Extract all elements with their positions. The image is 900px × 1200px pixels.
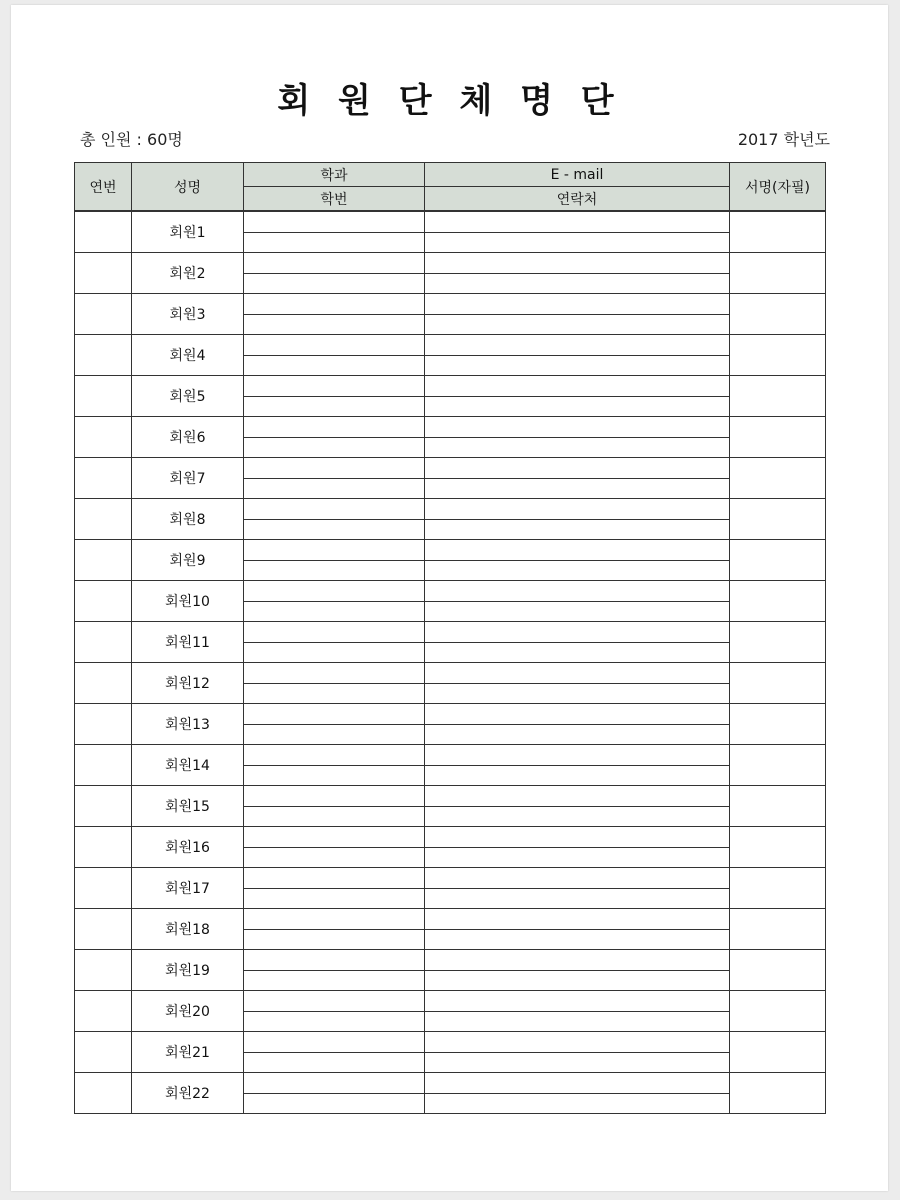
email-cell[interactable] xyxy=(425,950,730,971)
member-name-cell: 회원3 xyxy=(132,294,244,335)
number-cell[interactable] xyxy=(75,622,132,663)
contact-cell[interactable] xyxy=(425,847,730,868)
contact-cell[interactable] xyxy=(425,806,730,827)
number-cell[interactable] xyxy=(75,458,132,499)
student-id-cell[interactable] xyxy=(244,806,425,827)
table-row xyxy=(75,499,826,520)
email-cell[interactable] xyxy=(425,909,730,930)
table-row xyxy=(75,991,826,1012)
email-cell[interactable] xyxy=(425,827,730,848)
number-cell[interactable] xyxy=(75,417,132,458)
header-signature: 서명(자필) xyxy=(730,163,826,212)
contact-cell[interactable] xyxy=(425,314,730,335)
number-cell[interactable] xyxy=(75,294,132,335)
number-cell[interactable] xyxy=(75,376,132,417)
contact-cell[interactable] xyxy=(425,519,730,540)
student-id-cell[interactable] xyxy=(244,1093,425,1114)
member-roster-table xyxy=(74,162,826,1114)
school-year-label: 2017 학년도 xyxy=(737,130,830,149)
member-name-cell: 회원11 xyxy=(132,622,244,663)
number-cell[interactable] xyxy=(75,991,132,1032)
email-cell[interactable] xyxy=(425,1073,730,1094)
table-row xyxy=(75,1032,826,1053)
number-cell[interactable] xyxy=(75,704,132,745)
table-row xyxy=(75,376,826,397)
signature-cell[interactable] xyxy=(730,827,826,868)
table-row xyxy=(75,335,826,356)
contact-cell[interactable] xyxy=(425,232,730,253)
student-id-cell[interactable] xyxy=(244,1011,425,1032)
member-name-cell: 회원1 xyxy=(132,211,244,253)
student-id-cell[interactable] xyxy=(244,478,425,499)
table-row xyxy=(75,663,826,684)
email-cell[interactable] xyxy=(425,376,730,397)
student-id-cell[interactable] xyxy=(244,232,425,253)
dept-cell[interactable] xyxy=(244,499,425,520)
member-name-cell: 회원12 xyxy=(132,663,244,704)
signature-cell[interactable] xyxy=(730,211,826,253)
student-id-cell[interactable] xyxy=(244,929,425,950)
member-name-cell: 회원21 xyxy=(132,1032,244,1073)
table-row xyxy=(75,704,826,725)
dept-cell[interactable] xyxy=(244,1073,425,1094)
header-contact: 연락처 xyxy=(425,187,730,212)
email-cell[interactable] xyxy=(425,253,730,274)
table-row xyxy=(75,745,826,766)
email-cell[interactable] xyxy=(425,499,730,520)
signature-cell[interactable] xyxy=(730,909,826,950)
contact-cell[interactable] xyxy=(425,1052,730,1073)
dept-cell[interactable] xyxy=(244,1032,425,1053)
email-cell[interactable] xyxy=(425,704,730,725)
dept-cell[interactable] xyxy=(244,211,425,232)
student-id-cell[interactable] xyxy=(244,437,425,458)
email-cell[interactable] xyxy=(425,540,730,561)
dept-cell[interactable] xyxy=(244,294,425,315)
student-id-cell[interactable] xyxy=(244,888,425,909)
table-row xyxy=(75,211,826,232)
signature-cell[interactable] xyxy=(730,417,826,458)
number-cell[interactable] xyxy=(75,909,132,950)
dept-cell[interactable] xyxy=(244,950,425,971)
signature-cell[interactable] xyxy=(730,458,826,499)
signature-cell[interactable] xyxy=(730,581,826,622)
member-name-cell: 회원8 xyxy=(132,499,244,540)
document-title: 회 원 단 체 명 단 xyxy=(277,81,622,121)
email-cell[interactable] xyxy=(425,663,730,684)
signature-cell[interactable] xyxy=(730,1073,826,1114)
number-cell[interactable] xyxy=(75,253,132,294)
email-cell[interactable] xyxy=(425,417,730,438)
number-cell[interactable] xyxy=(75,540,132,581)
signature-cell[interactable] xyxy=(730,622,826,663)
student-id-cell[interactable] xyxy=(244,273,425,294)
signature-cell[interactable] xyxy=(730,294,826,335)
email-cell[interactable] xyxy=(425,458,730,479)
student-id-cell[interactable] xyxy=(244,314,425,335)
member-name-cell: 회원19 xyxy=(132,950,244,991)
signature-cell[interactable] xyxy=(730,376,826,417)
email-cell[interactable] xyxy=(425,581,730,602)
contact-cell[interactable] xyxy=(425,273,730,294)
student-id-cell[interactable] xyxy=(244,683,425,704)
signature-cell[interactable] xyxy=(730,950,826,991)
student-id-cell[interactable] xyxy=(244,970,425,991)
dept-cell[interactable] xyxy=(244,376,425,397)
email-cell[interactable] xyxy=(425,786,730,807)
member-name-cell: 회원2 xyxy=(132,253,244,294)
email-cell[interactable] xyxy=(425,622,730,643)
table-row xyxy=(75,540,826,561)
contact-cell[interactable] xyxy=(425,1093,730,1114)
total-members-label: 총 인원 : 60명 xyxy=(80,130,183,149)
number-cell[interactable] xyxy=(75,950,132,991)
email-cell[interactable] xyxy=(425,335,730,356)
number-cell[interactable] xyxy=(75,1032,132,1073)
student-id-cell[interactable] xyxy=(244,560,425,581)
signature-cell[interactable] xyxy=(730,663,826,704)
signature-cell[interactable] xyxy=(730,786,826,827)
dept-cell[interactable] xyxy=(244,909,425,930)
dept-cell[interactable] xyxy=(244,253,425,274)
signature-cell[interactable] xyxy=(730,991,826,1032)
signature-cell[interactable] xyxy=(730,745,826,786)
contact-cell[interactable] xyxy=(425,929,730,950)
table-row xyxy=(75,253,826,274)
contact-cell[interactable] xyxy=(425,642,730,663)
email-cell[interactable] xyxy=(425,1032,730,1053)
number-cell[interactable] xyxy=(75,663,132,704)
table-row xyxy=(75,1073,826,1094)
table-row xyxy=(75,458,826,479)
number-cell[interactable] xyxy=(75,745,132,786)
table-row xyxy=(75,581,826,602)
member-name-cell: 회원10 xyxy=(132,581,244,622)
contact-cell[interactable] xyxy=(425,478,730,499)
contact-cell[interactable] xyxy=(425,355,730,376)
contact-cell[interactable] xyxy=(425,437,730,458)
contact-cell[interactable] xyxy=(425,888,730,909)
document-page xyxy=(11,5,888,1191)
contact-cell[interactable] xyxy=(425,683,730,704)
signature-cell[interactable] xyxy=(730,253,826,294)
member-name-cell: 회원7 xyxy=(132,458,244,499)
number-cell[interactable] xyxy=(75,335,132,376)
table-row xyxy=(75,950,826,971)
table-row xyxy=(75,294,826,315)
email-cell[interactable] xyxy=(425,745,730,766)
member-name-cell: 회원15 xyxy=(132,786,244,827)
student-id-cell[interactable] xyxy=(244,519,425,540)
dept-cell[interactable] xyxy=(244,745,425,766)
table-row xyxy=(75,868,826,889)
contact-cell[interactable] xyxy=(425,724,730,745)
header-email: E - mail xyxy=(425,163,730,187)
contact-cell[interactable] xyxy=(425,396,730,417)
header-dept: 학과 xyxy=(244,163,425,187)
student-id-cell[interactable] xyxy=(244,847,425,868)
dept-cell[interactable] xyxy=(244,540,425,561)
dept-cell[interactable] xyxy=(244,827,425,848)
contact-cell[interactable] xyxy=(425,970,730,991)
student-id-cell[interactable] xyxy=(244,1052,425,1073)
dept-cell[interactable] xyxy=(244,786,425,807)
number-cell[interactable] xyxy=(75,1073,132,1114)
table-row xyxy=(75,827,826,848)
number-cell[interactable] xyxy=(75,827,132,868)
email-cell[interactable] xyxy=(425,294,730,315)
email-cell[interactable] xyxy=(425,211,730,232)
contact-cell[interactable] xyxy=(425,765,730,786)
header-student-id: 학번 xyxy=(244,187,425,212)
member-name-cell: 회원6 xyxy=(132,417,244,458)
member-name-cell: 회원9 xyxy=(132,540,244,581)
header-name: 성명 xyxy=(132,163,244,212)
student-id-cell[interactable] xyxy=(244,724,425,745)
student-id-cell[interactable] xyxy=(244,601,425,622)
dept-cell[interactable] xyxy=(244,335,425,356)
contact-cell[interactable] xyxy=(425,560,730,581)
email-cell[interactable] xyxy=(425,868,730,889)
signature-cell[interactable] xyxy=(730,868,826,909)
dept-cell[interactable] xyxy=(244,663,425,684)
signature-cell[interactable] xyxy=(730,704,826,745)
table-row xyxy=(75,909,826,930)
contact-cell[interactable] xyxy=(425,601,730,622)
dept-cell[interactable] xyxy=(244,622,425,643)
number-cell[interactable] xyxy=(75,211,132,253)
signature-cell[interactable] xyxy=(730,499,826,540)
contact-cell[interactable] xyxy=(425,1011,730,1032)
member-name-cell: 회원18 xyxy=(132,909,244,950)
dept-cell[interactable] xyxy=(244,458,425,479)
student-id-cell[interactable] xyxy=(244,765,425,786)
email-cell[interactable] xyxy=(425,991,730,1012)
student-id-cell[interactable] xyxy=(244,355,425,376)
table-row xyxy=(75,622,826,643)
student-id-cell[interactable] xyxy=(244,642,425,663)
student-id-cell[interactable] xyxy=(244,396,425,417)
member-name-cell: 회원4 xyxy=(132,335,244,376)
member-name-cell: 회원13 xyxy=(132,704,244,745)
member-name-cell: 회원20 xyxy=(132,991,244,1032)
number-cell[interactable] xyxy=(75,581,132,622)
header-number: 연번 xyxy=(75,163,132,212)
signature-cell[interactable] xyxy=(730,335,826,376)
member-name-cell: 회원17 xyxy=(132,868,244,909)
number-cell[interactable] xyxy=(75,786,132,827)
number-cell[interactable] xyxy=(75,868,132,909)
member-name-cell: 회원16 xyxy=(132,827,244,868)
roster-body xyxy=(75,211,826,1114)
table-row xyxy=(75,417,826,438)
member-name-cell: 회원14 xyxy=(132,745,244,786)
number-cell[interactable] xyxy=(75,499,132,540)
signature-cell[interactable] xyxy=(730,1032,826,1073)
dept-cell[interactable] xyxy=(244,868,425,889)
dept-cell[interactable] xyxy=(244,417,425,438)
member-name-cell: 회원22 xyxy=(132,1073,244,1114)
table-row xyxy=(75,786,826,807)
dept-cell[interactable] xyxy=(244,581,425,602)
signature-cell[interactable] xyxy=(730,540,826,581)
dept-cell[interactable] xyxy=(244,991,425,1012)
member-name-cell: 회원5 xyxy=(132,376,244,417)
dept-cell[interactable] xyxy=(244,704,425,725)
